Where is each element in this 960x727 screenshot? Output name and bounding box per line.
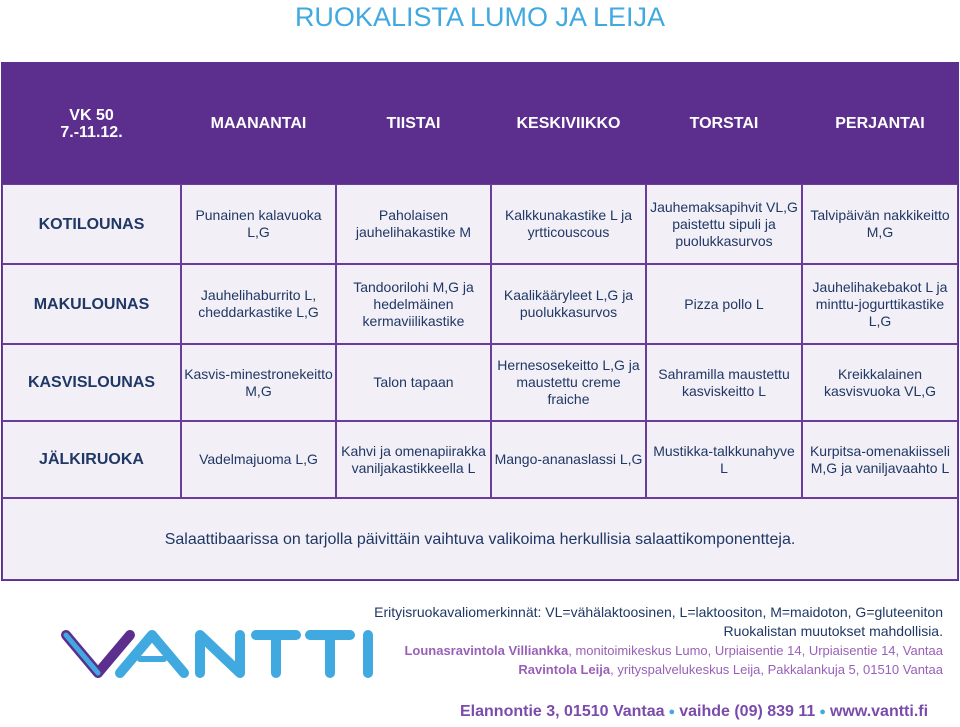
table-row	[2, 421, 958, 498]
menu-item: Kasvis-minestronekeitto M,G	[181, 344, 336, 421]
menu-item: Kalkkunakastike L ja yrtticouscous	[491, 184, 646, 264]
menu-item: Kaalikääryleet L,G ja puolukkasurvos	[491, 264, 646, 344]
restaurant-name: Ravintola Leija	[518, 662, 611, 677]
day-header-monday: MAANANTAI	[181, 63, 336, 184]
menu-item: Punainen kalavuoka L,G	[181, 184, 336, 264]
restaurant-name: Lounasravintola Villiankka	[404, 643, 569, 658]
menu-item: Hernesosekeitto L,G ja maustettu creme fraiche	[491, 344, 646, 421]
menu-item: Pizza pollo L	[646, 264, 802, 344]
contact-phone: vaihde (09) 839 11	[679, 703, 816, 720]
restaurant-address: , monitoimikeskus Lumo, Urpiaisentie 14, Urpiaisentie 14, Vantaa	[568, 643, 943, 658]
contact-line	[460, 703, 928, 721]
row-label: KOTILOUNAS	[2, 184, 181, 264]
salad-note: Salaattibaarissa on tarjolla päivittäin vaihtuva valikoima herkullisia salaattikomponentteja.	[2, 498, 958, 580]
restaurant-address: , yrityspalvelukeskus Leija, Pakkalankuja 5, 01510 Vantaa	[610, 662, 943, 677]
table-row	[2, 344, 958, 421]
restaurant-addresses	[404, 641, 943, 679]
bullet-icon: ●	[819, 705, 826, 718]
menu-item: Jauhemaksapihvit VL,G paistettu sipuli ja puolukkasurvos	[646, 184, 802, 264]
footer	[0, 581, 960, 727]
menu-item: Vadelmajuoma L,G	[181, 421, 336, 498]
vantti-logo	[60, 625, 380, 681]
menu-item: Tandoorilohi M,G ja hedelmäinen kermaviilikastike	[336, 264, 491, 344]
table-row	[2, 264, 958, 344]
row-label: MAKULOUNAS	[2, 264, 181, 344]
week-dates: 7.-11.12.	[60, 123, 123, 141]
allergy-note: Erityisruokavaliomerkinnät: VL=vähälaktoosinen, L=laktoositon, M=maidoton, G=gluteeniton	[374, 604, 943, 620]
menu-item: Kurpitsa-omenakiisseli M,G ja vaniljavaahto L	[802, 421, 958, 498]
menu-item: Paholaisen jauhelihakastike M	[336, 184, 491, 264]
row-label: JÄLKIRUOKA	[2, 421, 181, 498]
menu-item: Mango-ananaslassi L,G	[491, 421, 646, 498]
menu-item: Kahvi ja omenapiirakka vaniljakastikkeella L	[336, 421, 491, 498]
restaurant-leija	[404, 660, 943, 679]
salad-row	[2, 498, 958, 580]
row-label: KASVISLOUNAS	[2, 344, 181, 421]
week-label: VK 50	[69, 106, 114, 124]
contact-address: Elannontie 3, 01510 Vantaa	[460, 703, 665, 720]
day-header-wednesday: KESKIVIIKKO	[491, 63, 646, 184]
menu-table	[1, 62, 959, 581]
table-row	[2, 184, 958, 264]
menu-item: Sahramilla maustettu kasviskeitto L	[646, 344, 802, 421]
allergy-legend	[374, 603, 943, 641]
menu-item: Talon tapaan	[336, 344, 491, 421]
menu-item: Jauhelihakebakot L ja minttu-jogurttikastike L,G	[802, 264, 958, 344]
changes-note: Ruokalistan muutokset mahdollisia.	[723, 623, 943, 639]
menu-item: Kreikkalainen kasvisvuoka VL,G	[802, 344, 958, 421]
menu-item: Talvipäivän nakkikeitto M,G	[802, 184, 958, 264]
contact-web-link[interactable]: www.vantti.fi	[829, 703, 929, 720]
bullet-icon: ●	[668, 705, 676, 718]
day-header-thursday: TORSTAI	[646, 63, 802, 184]
week-cell	[2, 63, 181, 184]
day-header-tuesday: TIISTAI	[336, 63, 491, 184]
header-row	[2, 63, 958, 184]
page-title: RUOKALISTA LUMO JA LEIJA	[294, 2, 666, 32]
menu-item: Mustikka-talkkunahyve L	[646, 421, 802, 498]
day-header-friday: PERJANTAI	[802, 63, 958, 184]
menu-item: Jauhelihaburrito L, cheddarkastike L,G	[181, 264, 336, 344]
restaurant-villiankka	[404, 641, 943, 660]
